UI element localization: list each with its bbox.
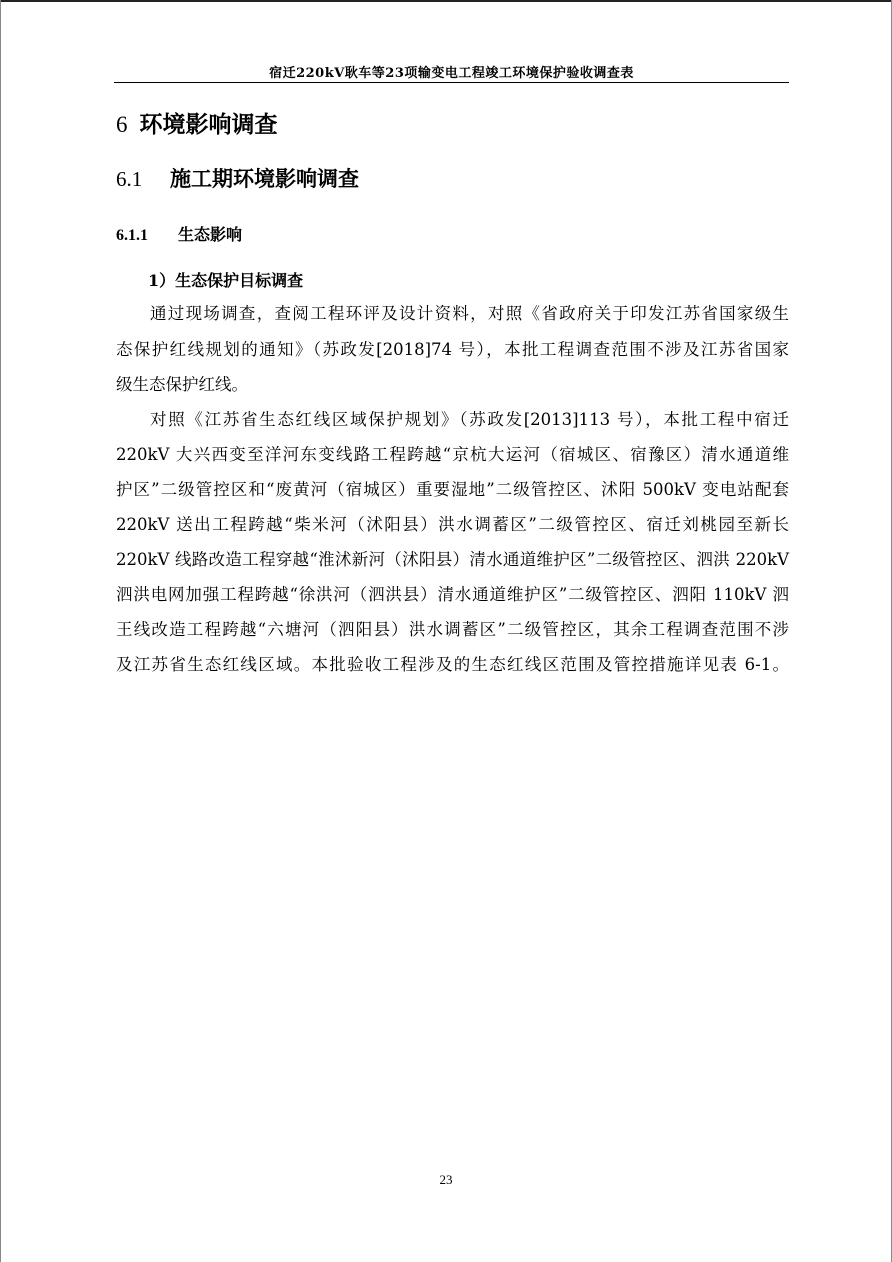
paragraph-line: 220kV 送出工程跨越“柴米河（沭阳县）洪水调蓄区”二级管控区、宿迁刘桃园至新长	[116, 515, 789, 534]
paragraph-line: 通过现场调查，查阅工程环评及设计资料，对照《省政府关于印发江苏省国家级生	[150, 304, 789, 323]
paragraph-line: 220kV 线路改造工程穿越“淮沭新河（沭阳县）清水通道维护区”二级管控区、泗洪 220kV	[116, 550, 789, 569]
paragraph-line: 及江苏省生态红线区域。本批验收工程涉及的生态红线区范围及管控措施详见表 6-1。	[116, 655, 789, 674]
paragraph-line: 护区”二级管控区和“废黄河（宿城区）重要湿地”二级管控区、沭阳 500kV 变电站配套	[116, 480, 789, 499]
section-title: 环境影响调查	[139, 111, 278, 138]
subsection-title: 施工期环境影响调查	[170, 166, 359, 191]
page-top-border	[0, 0, 892, 2]
header-divider	[114, 82, 789, 83]
subsubsection-title: 生态影响	[178, 225, 243, 244]
item-heading: 1）生态保护目标调查	[148, 271, 304, 290]
paragraph-line: 220kV 大兴西变至洋河东变线路工程跨越“京杭大运河（宿城区、宿豫区）清水通道维	[116, 445, 789, 464]
paragraph-line: 王线改造工程跨越“六塘河（泗阳县）洪水调蓄区”二级管控区，其余工程调查范围不涉	[116, 620, 789, 639]
page-left-border	[0, 0, 1, 1262]
subsubsection-number: 6.1.1	[116, 227, 148, 244]
section-heading	[116, 106, 278, 139]
subsection-heading	[116, 163, 359, 193]
paragraph-line: 级生态保护红线。	[116, 375, 248, 394]
page-number: 23	[439, 1172, 453, 1187]
subsection-number: 6.1	[116, 167, 143, 191]
paragraph-line: 对照《江苏省生态红线区域保护规划》（苏政发[2013]113 号），本批工程中宿迁	[150, 410, 789, 429]
running-header: 宿迁220kV耿车等23项输变电工程竣工环境保护验收调查表	[269, 66, 634, 81]
paragraph-line: 泗洪电网加强工程跨越“徐洪河（泗洪县）清水通道维护区”二级管控区、泗阳 110kV 泗	[116, 585, 789, 604]
paragraph-line: 态保护红线规划的通知》（苏政发[2018]74 号），本批工程调查范围不涉及江苏省国家	[116, 340, 789, 359]
subsubsection-heading	[116, 222, 242, 245]
section-number: 6	[116, 112, 128, 137]
